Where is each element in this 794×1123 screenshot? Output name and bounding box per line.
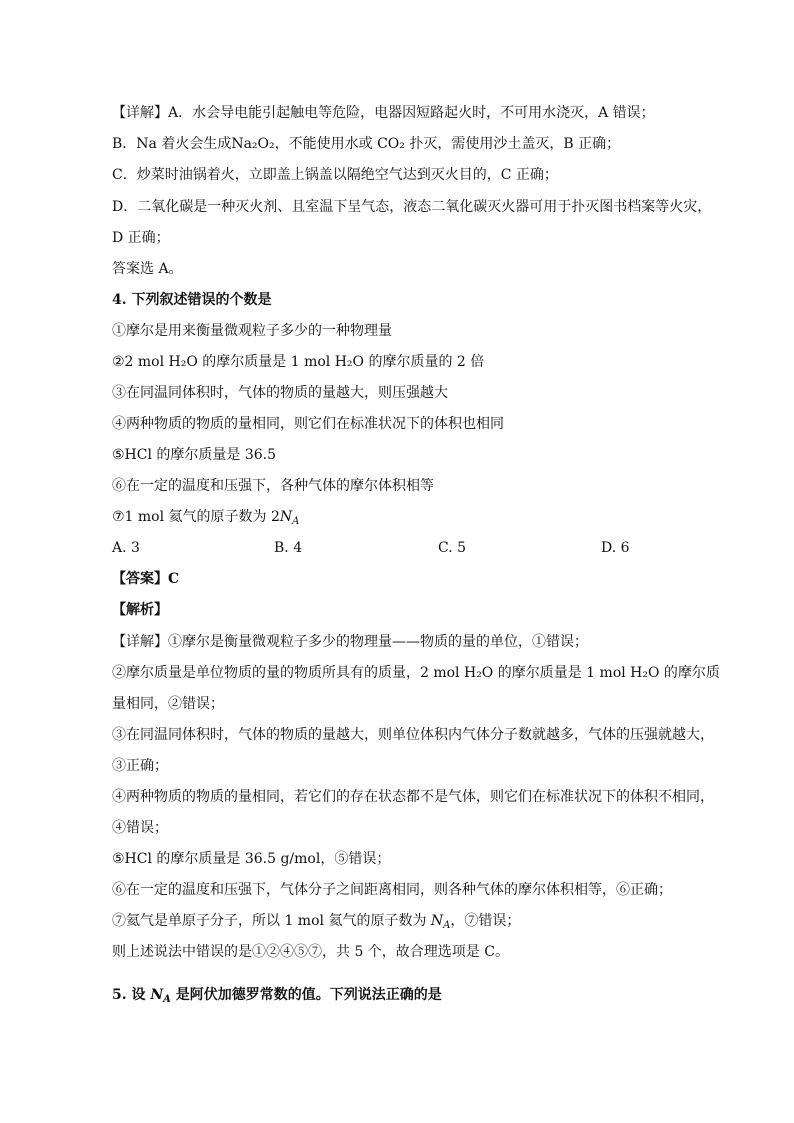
option-d: D. 6 (601, 540, 630, 556)
text-line: D．二氧化碳是一种灭火剂、且室温下呈气态，液态二氧化碳灭火器可用于扑灭图书档案等火灾， (112, 199, 712, 215)
statement-item: ④两种物质的物质的量相同，则它们在标准状况下的体积也相同 (112, 416, 504, 432)
analysis-label: 【解析】 (112, 602, 168, 618)
statement-item: ③在同温同体积时，气体的物质的量越大，则压强越大 (112, 385, 448, 401)
statement-item: ②2 mol H₂O 的摩尔质量是 1 mol H₂O 的摩尔质量的 2 倍 (112, 354, 485, 370)
statement-item: ⑥在一定的温度和压强下，各种气体的摩尔体积相等 (112, 478, 434, 494)
text-line: C．炒菜时油锅着火，立即盖上锅盖以隔绝空气达到灭火目的，C 正确； (112, 167, 558, 183)
statement-item: ①摩尔是用来衡量微观粒子多少的一种物理量 (112, 323, 392, 339)
text-line: ③正确； (112, 758, 168, 774)
answer-label: 【答案】C (112, 571, 180, 587)
text-line: ⑥在一定的温度和压强下，气体分子之间距离相同，则各种气体的摩尔体积相等，⑥正确； (112, 882, 672, 898)
text-line: 量相同，②错误； (112, 696, 224, 712)
text-line: 【详解】①摩尔是衡量微观粒子多少的物理量——物质的量的单位，①错误； (112, 634, 588, 650)
text-line: ③在同温同体积时，气体的物质的量越大，则单位体积内气体分子数就越多，气体的压强就越大， (112, 727, 714, 743)
option-a: A. 3 (112, 540, 140, 556)
statement-item: ⑦1 mol 氦气的原子数为 $2N_A$ (112, 509, 300, 527)
question-title: 5. 设 $N_A$ 是阿伏加德罗常数的值。下列说法正确的是 (112, 987, 442, 1005)
option-b: B. 4 (274, 540, 303, 556)
text-line: ⑤HCl 的摩尔质量是 36.5 g/mol，⑤错误； (112, 851, 391, 867)
text-line: ④错误； (112, 820, 168, 836)
text-line: 【详解】A．水会导电能引起触电等危险，电器因短路起火时，不可用水浇灭，A 错误； (112, 105, 655, 121)
text-line: ⑦氦气是单原子分子，所以 1 mol 氦气的原子数为 $N_A$，⑦错误； (112, 913, 521, 931)
statement-item: ⑤HCl 的摩尔质量是 36.5 (112, 447, 277, 463)
text-line: 则上述说法中错误的是①②④⑤⑦，共 5 个，故合理选项是 C。 (112, 944, 509, 960)
option-c: C. 5 (438, 540, 467, 556)
question-title: 4. 下列叙述错误的个数是 (112, 292, 272, 308)
text-line: 答案选 A。 (112, 261, 183, 277)
text-line: D 正确； (112, 230, 170, 246)
text-line: ②摩尔质量是单位物质的量的物质所具有的质量，2 mol H₂O 的摩尔质量是 1 mol H₂O 的摩尔质 (112, 665, 720, 681)
text-line: ④两种物质的物质的量相同，若它们的存在状态都不是气体，则它们在标准状况下的体积不相同， (112, 789, 714, 805)
text-line: B．Na 着火会生成Na₂O₂，不能使用水或 CO₂ 扑灭，需使用沙土盖灭，B 正确； (112, 136, 621, 152)
